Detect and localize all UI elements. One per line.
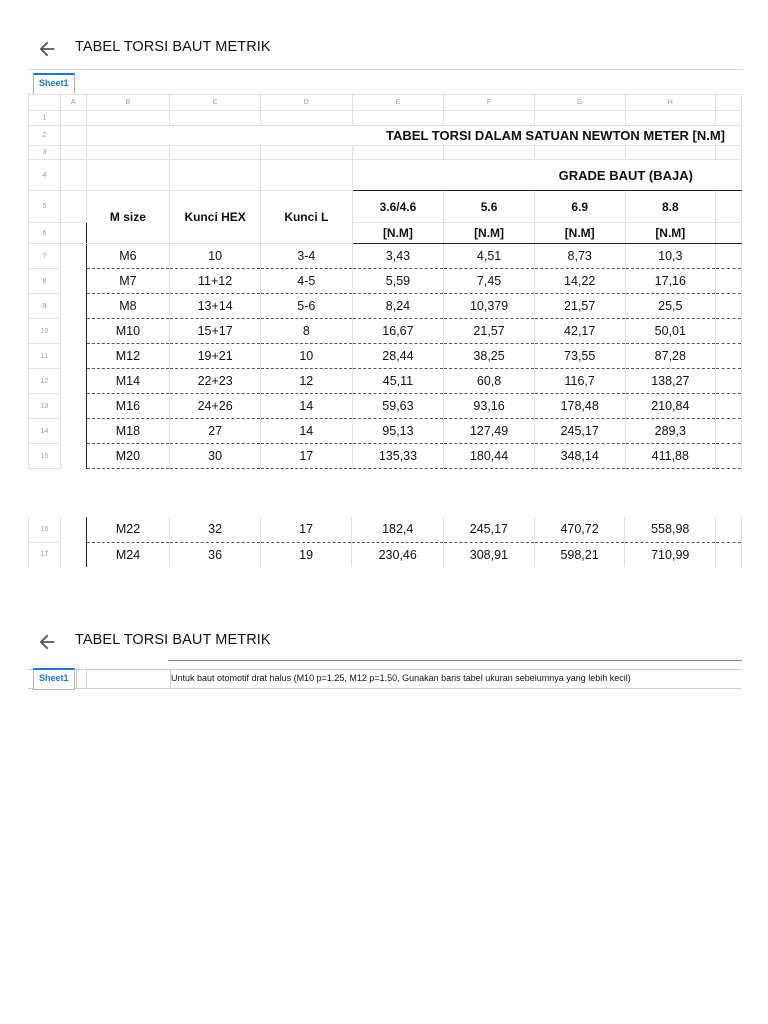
note-row [28,669,742,689]
unit-label: [N.M] [444,223,535,244]
table-cell[interactable]: 36 [170,542,261,567]
row-number[interactable]: 9 [29,294,61,319]
table-cell[interactable]: 32 [170,517,261,542]
table-cell[interactable]: M14 [86,369,170,394]
table-cell[interactable]: 95,13 [352,419,444,444]
spreadsheet-grid-continued [28,517,742,567]
table-cell[interactable]: 7,45 [444,269,535,294]
table-cell[interactable]: 245,17 [444,517,535,542]
table-cell[interactable]: 21,57 [534,294,625,319]
table-cell[interactable]: 8,24 [352,294,444,319]
table-cell[interactable]: 42,17 [534,319,625,344]
app-header-second [0,622,768,658]
column-header[interactable]: G [534,95,625,111]
table-cell[interactable]: 8,73 [534,244,625,269]
sheet-tab[interactable]: Sheet1 [33,668,75,690]
table-cell[interactable]: 3-4 [261,244,353,269]
table-row [29,146,742,160]
table-row [29,111,742,126]
table-cell[interactable]: 19+21 [170,344,261,369]
table-row [29,160,742,191]
column-header[interactable]: B [86,95,170,111]
header-grade-69: 6.9 [534,191,625,223]
table-cell[interactable]: M16 [86,394,170,419]
torque-table [28,94,742,469]
table-cell[interactable]: 138,27 [625,369,716,394]
table-cell[interactable]: M8 [86,294,170,319]
arrow-left-icon[interactable] [36,38,58,60]
table-cell[interactable]: 21,57 [444,319,535,344]
row-number[interactable]: 13 [29,394,61,419]
table-cell[interactable]: 710,99 [625,542,716,567]
row-number[interactable]: 12 [29,369,61,394]
table-cell[interactable]: 10 [170,244,261,269]
column-header-row [29,95,742,111]
table-cell[interactable]: 470,72 [534,517,625,542]
row-number[interactable]: 2 [29,126,61,146]
table-cell[interactable]: 598,21 [534,542,625,567]
header-l: Kunci L [261,191,353,244]
app-title: TABEL TORSI BAUT METRIK [75,632,271,648]
grade-header: GRADE BAUT (BAJA) [352,160,741,191]
table-cell[interactable]: 411,88 [625,444,716,469]
table-cell[interactable]: 178,48 [534,394,625,419]
header-grade-36: 3.6/4.6 [352,191,444,223]
row-number[interactable]: 3 [29,146,61,160]
table-row [29,294,742,319]
table-row [29,126,742,146]
row-number[interactable]: 6 [29,223,61,244]
unit-label: [N.M] [625,223,716,244]
table-row [29,419,742,444]
table-cell[interactable]: 38,25 [444,344,535,369]
table-cell[interactable]: 245,17 [534,419,625,444]
sheet-tab[interactable]: Sheet1 [33,73,75,95]
table-cell[interactable]: 13+14 [170,294,261,319]
table-cell[interactable]: 10,379 [444,294,535,319]
clipped-row-strip [28,660,742,668]
table-cell[interactable]: 24+26 [170,394,261,419]
table-cell[interactable]: 14 [261,419,353,444]
table-cell[interactable]: M18 [86,419,170,444]
spreadsheet-grid [28,94,742,478]
table-cell[interactable]: 45,11 [352,369,444,394]
table-cell[interactable]: 14 [261,394,353,419]
table-cell[interactable]: 11+12 [170,269,261,294]
table-cell[interactable]: 12 [261,369,353,394]
table-cell[interactable]: 87,28 [625,344,716,369]
table-cell[interactable]: 16,67 [352,319,444,344]
note-text: Untuk baut otomotif drat halus (M10 p=1.25, M12 p=1.50, Gunakan baris tabel ukuran sebelumnya yang lebih kecil) [171,673,631,683]
app-header [0,28,768,68]
table-cell[interactable]: M20 [86,444,170,469]
row-number[interactable]: 11 [29,344,61,369]
row-number[interactable]: 14 [29,419,61,444]
table-row [29,444,742,469]
torque-table-continued [28,517,742,567]
table-cell[interactable]: 135,33 [352,444,444,469]
table-cell[interactable]: 15+17 [170,319,261,344]
table-cell[interactable]: 210,84 [625,394,716,419]
table-cell[interactable]: 4-5 [261,269,353,294]
table-cell[interactable]: 180,44 [444,444,535,469]
table-cell[interactable]: 59,63 [352,394,444,419]
table-cell[interactable]: M6 [86,244,170,269]
row-number[interactable]: 4 [29,160,61,191]
column-header[interactable]: F [444,95,535,111]
table-row [29,517,742,542]
unit-label: [N.M] [352,223,444,244]
table-row [29,244,742,269]
table-cell[interactable]: 22+23 [170,369,261,394]
table-cell[interactable]: 308,91 [444,542,535,567]
table-cell[interactable]: 558,98 [625,517,716,542]
table-cell[interactable]: 182,4 [352,517,444,542]
table-row [29,369,742,394]
corner-cell [29,95,61,111]
table-cell[interactable]: 4,51 [444,244,535,269]
header-hex: Kunci HEX [170,191,261,244]
table-row [29,542,742,567]
sheet-title: TABEL TORSI DALAM SATUAN NEWTON METER [N.M] [86,126,741,146]
table-cell[interactable]: M7 [86,269,170,294]
table-cell[interactable]: 348,14 [534,444,625,469]
column-header[interactable]: E [352,95,444,111]
table-cell[interactable]: 5-6 [261,294,353,319]
table-cell[interactable]: 17,16 [625,269,716,294]
table-cell[interactable]: 3,43 [352,244,444,269]
table-cell[interactable]: 25,5 [625,294,716,319]
table-cell[interactable]: 73,55 [534,344,625,369]
table-cell[interactable]: M22 [86,517,170,542]
table-cell[interactable]: 10,3 [625,244,716,269]
table-cell[interactable]: 60,8 [444,369,535,394]
row-number[interactable]: 17 [29,542,61,567]
table-cell[interactable]: M24 [86,542,170,567]
row-number[interactable]: 1 [29,111,61,126]
table-cell[interactable]: 28,44 [352,344,444,369]
column-header[interactable]: A [60,95,86,111]
table-cell[interactable]: 289,3 [625,419,716,444]
table-row [29,344,742,369]
table-cell[interactable]: M12 [86,344,170,369]
table-cell[interactable]: 30 [170,444,261,469]
column-header[interactable]: D [261,95,353,111]
table-cell[interactable]: 50,01 [625,319,716,344]
table-cell[interactable]: M10 [86,319,170,344]
row-number[interactable]: 8 [29,269,61,294]
row-number[interactable]: 15 [29,444,61,469]
row-number[interactable]: 7 [29,244,61,269]
table-row [29,269,742,294]
arrow-left-icon[interactable] [36,631,58,653]
table-cell[interactable]: 19 [260,542,352,567]
table-cell[interactable]: 127,49 [444,419,535,444]
table-cell[interactable]: 5,59 [352,269,444,294]
row-number[interactable]: 5 [29,191,61,223]
table-row [29,191,742,223]
unit-label: [N.M] [534,223,625,244]
table-cell[interactable]: 14,22 [534,269,625,294]
table-row [29,319,742,344]
app-title: TABEL TORSI BAUT METRIK [75,39,271,55]
divider [28,69,742,70]
table-row [29,394,742,419]
row-number[interactable]: 10 [29,319,61,344]
header-grade-88: 8.8 [625,191,716,223]
header-grade-56: 5.6 [444,191,535,223]
table-cell[interactable]: 8 [261,319,353,344]
table-cell[interactable]: 27 [170,419,261,444]
table-cell[interactable]: 10 [261,344,353,369]
column-header[interactable]: C [170,95,261,111]
table-cell[interactable]: 17 [260,517,352,542]
header-msize: M size [86,191,170,244]
table-cell[interactable]: 93,16 [444,394,535,419]
column-header[interactable]: H [625,95,716,111]
table-cell[interactable]: 17 [261,444,353,469]
table-cell[interactable]: 116,7 [534,369,625,394]
row-number[interactable]: 16 [29,517,61,542]
table-cell[interactable]: 230,46 [352,542,444,567]
